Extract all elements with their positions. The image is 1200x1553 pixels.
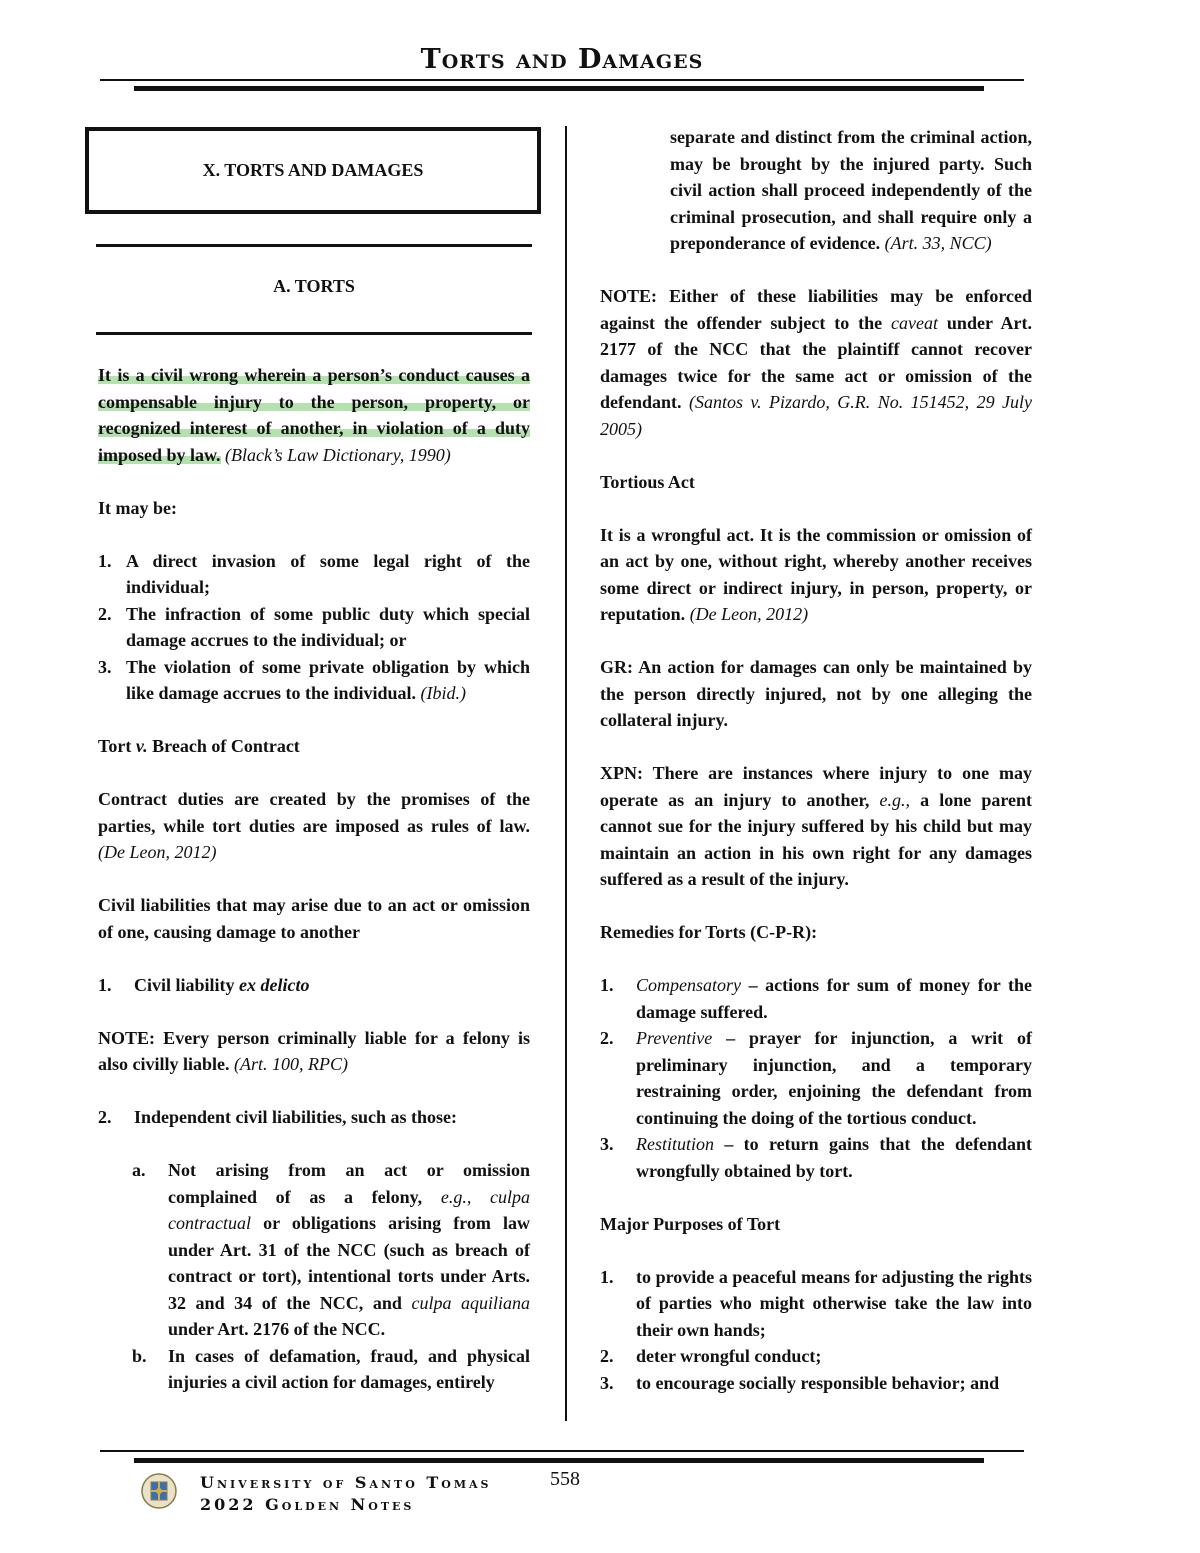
civil-liabilities-intro: Civil liabilities that may arise due to an act or omission of one, causing damage to another xyxy=(98,895,530,942)
list-item: a. Not arising from an act or omission complained of as a felony, e.g., culpa contractual or obligations arising from law under Art. 31 of the NCC (such as breach of contract or tort), intentional torts under Arts. 32 and 34 of the NCC, and culpa aquiliana under Art. 2176 of the NCC. xyxy=(132,1160,531,1339)
list-item: 3. The violation of some private obligation by which like damage accrues to the individual. (Ibid.) xyxy=(98,656,530,703)
tortious-act-text: It is a wrongful act. It is the commission or omission of an act by one, without right, whereby another receives some direct or indirect injury, in person, property, or reputation. (De Leon, 2012) xyxy=(600,524,1032,624)
chapter-title-box xyxy=(85,127,541,214)
page-header-title: Torts and Damages xyxy=(420,44,704,75)
remedies-list xyxy=(600,972,1032,1184)
header-rule-thick xyxy=(134,86,984,91)
list-item: 1. to provide a peaceful means for adjusting the rights of parties who might otherwise take the law into their own hands; xyxy=(600,1266,1032,1340)
tort-vs-contract-heading: Tort v. Breach of Contract xyxy=(98,736,300,756)
definition-citation: (Black’s Law Dictionary, 1990) xyxy=(225,444,451,465)
footer-rule xyxy=(100,1450,1024,1452)
list-item: 3. to encourage socially responsible behavior; and xyxy=(600,1372,1000,1393)
exception: XPN: There are instances where injury to one may operate as an injury to another, e.g., a lone parent cannot sue for the injury suffered by his child but may maintain an action in his own right for any damages suffered as a result of the injury. xyxy=(600,763,1032,889)
it-may-be-label: It may be: xyxy=(98,497,177,518)
remedies-heading: Remedies for Torts (C-P-R): xyxy=(600,922,818,942)
list-item: 2. Preventive – prayer for injunction, a writ of preliminary injunction, and a temporary restraining order, enjoining the defendant from continuing the doing of the tortious conduct. xyxy=(600,1028,1032,1128)
section-rule-top xyxy=(96,244,532,247)
list-item: 1. Compensatory – actions for sum of money for the damage suffered. xyxy=(600,975,1032,1022)
section-title: A. TORTS xyxy=(273,276,355,296)
general-rule: GR: An action for damages can only be maintained by the person directly injured, not by one alleging the collateral injury. xyxy=(600,657,1032,730)
footer-edition: 2022 Golden Notes xyxy=(200,1495,415,1514)
contract-duties-text: Contract duties are created by the promises of the parties, while tort duties are imposed as rules of law. (De Leon, 2012) xyxy=(98,789,530,862)
list-item: 3. Restitution – to return gains that the defendant wrongfully obtained by tort. xyxy=(600,1134,1032,1181)
independent-liabilities-sublist xyxy=(132,1157,530,1396)
page-number: 558 xyxy=(550,1468,580,1490)
ust-seal-icon xyxy=(140,1472,178,1510)
highlighted-definition: It is a civil wrong wherein a person’s conduct causes a compensable injury to the person, property, or recognized interest of another, in violation of a duty imposed by law. xyxy=(98,365,530,465)
list-item: 2. deter wrongful conduct; xyxy=(600,1346,822,1366)
tort-definition xyxy=(98,362,530,468)
column-divider xyxy=(565,126,567,1421)
chapter-title: X. TORTS AND DAMAGES xyxy=(202,160,424,180)
footer-rule-thick xyxy=(134,1458,984,1463)
purposes-list xyxy=(600,1264,1032,1397)
footer-university: University of Santo Tomas xyxy=(200,1473,492,1492)
tortious-act-heading: Tortious Act xyxy=(600,471,695,492)
independent-civil-liabilities: 2. Independent civil liabilities, such as those: xyxy=(98,1107,458,1127)
header-rule xyxy=(100,79,1024,81)
note-liabilities: NOTE: Either of these liabilities may be enforced against the offender subject to the caveat under Art. 2177 of the NCC that the plaintiff cannot recover damages twice for the same act or omission of the defendant. (Santos v. Pizardo, G.R. No. 151452, 29 July 2005) xyxy=(600,286,1032,439)
left-column xyxy=(98,362,530,1396)
section-rule-bottom xyxy=(96,332,532,335)
list-item: b. In cases of defamation, fraud, and physical injuries a civil action for damages, entirely xyxy=(132,1345,530,1392)
tort-kinds-list xyxy=(98,548,530,707)
footer-text xyxy=(200,1472,492,1516)
right-column xyxy=(600,124,1032,1423)
list-item: 1. A direct invasion of some legal right of the individual; xyxy=(98,550,530,597)
continued-text: separate and distinct from the criminal action, may be brought by the injured party. Such civil action shall proceed independently of the criminal prosecution, and shall require only a preponderance of evidence. (Art. 33, NCC) xyxy=(670,127,1032,253)
purposes-heading: Major Purposes of Tort xyxy=(600,1213,781,1234)
list-item: 2. The infraction of some public duty which special damage accrues to the individual; or xyxy=(98,603,530,650)
note-felony: NOTE: Every person criminally liable for a felony is also civilly liable. (Art. 100, RPC) xyxy=(98,1027,530,1074)
civil-liability-ex-delicto: 1. Civil liability ex delicto xyxy=(98,974,310,995)
